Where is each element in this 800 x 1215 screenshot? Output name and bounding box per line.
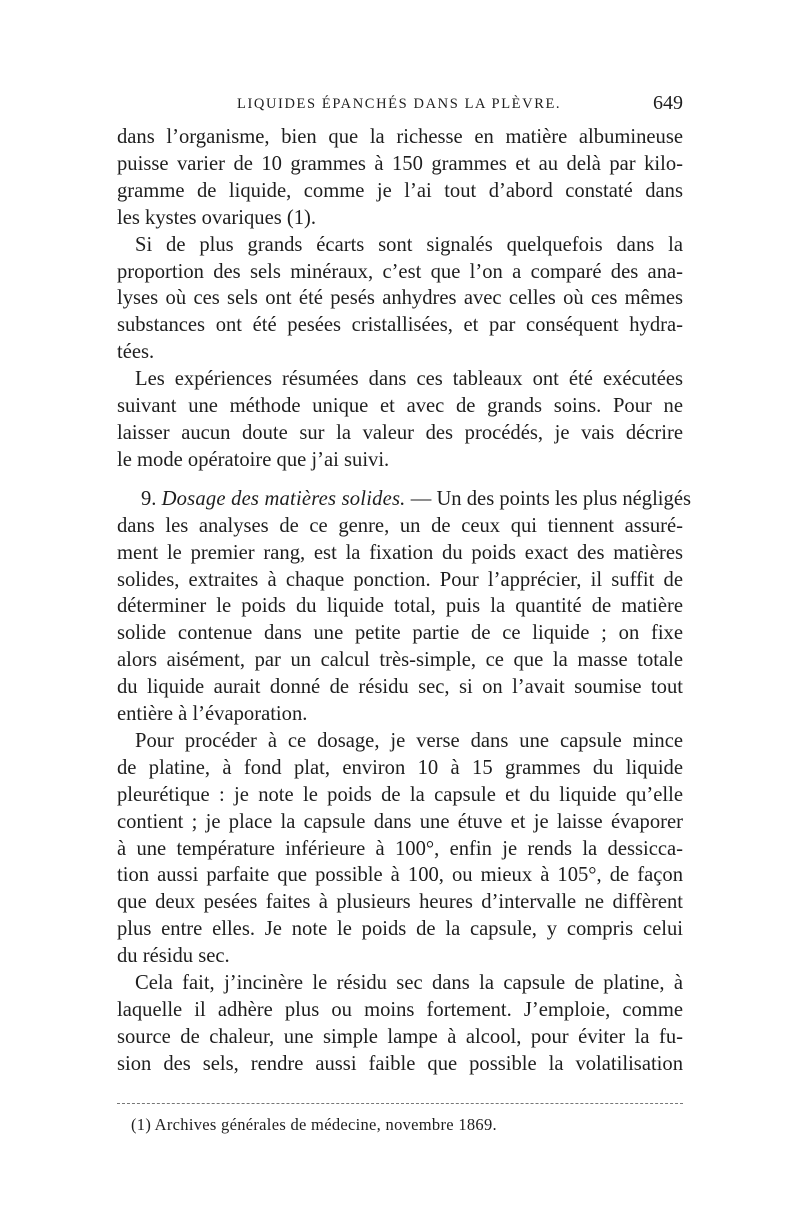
text-line: du résidu sec. bbox=[117, 945, 230, 968]
text-line: le mode opératoire que j’ai suivi. bbox=[117, 448, 390, 471]
footnote: (1) Archives générales de médecine, novembre 1869. bbox=[131, 1115, 497, 1134]
text-line: tion aussi parfaite que possible à 100, ou mieux à 105°, de façon bbox=[117, 864, 683, 887]
text-line: les kystes ovariques (1). bbox=[117, 206, 317, 229]
text-line: entière à l’évaporation. bbox=[117, 703, 308, 726]
text-line: solides, extraites à chaque ponction. Pour l’apprécier, il suffit de bbox=[117, 568, 683, 591]
running-title: LIQUIDES ÉPANCHÉS DANS LA PLÈVRE. bbox=[237, 96, 562, 112]
text-line: dans les analyses de ce genre, un de ceux qui tiennent assuré- bbox=[117, 514, 683, 537]
text-line: lyses où ces sels ont été pesés anhydres avec celles où ces mêmes bbox=[117, 287, 683, 310]
text-line: proportion des sels minéraux, c’est que l’on a comparé des ana- bbox=[117, 260, 683, 283]
section-number: 9. bbox=[141, 487, 157, 510]
text-line: du liquide aurait donné de résidu sec, si on l’avait soumise tout bbox=[117, 676, 683, 699]
text-line: source de chaleur, une simple lampe à alcool, pour éviter la fu- bbox=[117, 1025, 683, 1048]
text-line: déterminer le poids du liquide total, puis la quantité de matière bbox=[117, 595, 683, 618]
text-line: dans l’organisme, bien que la richesse en matière albumineuse bbox=[117, 126, 683, 148]
text-line: Cela fait, j’incinère le résidu sec dans la capsule de platine, à bbox=[135, 972, 683, 995]
text-line: laquelle il adhère plus ou moins fortement. J’emploie, comme bbox=[117, 999, 683, 1021]
text-line: Un des points les plus négligés bbox=[436, 487, 691, 510]
book-page bbox=[117, 90, 691, 1134]
text-line: plus entre elles. Je note le poids de la capsule, y compris celui bbox=[117, 918, 683, 941]
text-line: de platine, à fond plat, environ 10 à 15 grammes du liquide bbox=[117, 756, 683, 779]
body-text bbox=[117, 124, 691, 1078]
text-line: solide contenue dans une petite partie de ce liquide ; on fixe bbox=[117, 622, 683, 645]
section-title: Dosage des matières solides. bbox=[161, 487, 406, 510]
footnote-separator bbox=[117, 1103, 683, 1104]
text-line: Pour procéder à ce dosage, je verse dans une capsule mince bbox=[135, 729, 683, 752]
text-line: gramme de liquide, comme je l’ai tout d’abord constaté dans bbox=[117, 179, 683, 202]
section-heading-line bbox=[117, 486, 691, 513]
text-line: Si de plus grands écarts sont signalés quelquefois dans la bbox=[135, 233, 683, 256]
page-header bbox=[117, 90, 683, 124]
text-line: sion des sels, rendre aussi faible que possible la volatilisation bbox=[117, 1052, 683, 1075]
text-line: substances ont été pesées cristallisées, et par conséquent hydra- bbox=[117, 314, 683, 337]
text-line: pleurétique : je note le poids de la capsule et du liquide qu’elle bbox=[117, 783, 683, 806]
text-line: puisse varier de 10 grammes à 150 grammes et au delà par kilo- bbox=[117, 152, 683, 175]
text-line: ment le premier rang, est la fixation du poids exact des matières bbox=[117, 541, 683, 564]
text-line: que deux pesées faites à plusieurs heures d’intervalle ne diffèrent bbox=[117, 891, 683, 914]
text-line: à une température inférieure à 100°, enfin je rends la dessicca- bbox=[117, 837, 683, 860]
page-number: 649 bbox=[653, 92, 683, 114]
em-dash: — bbox=[405, 487, 437, 510]
text-line: contient ; je place la capsule dans une étuve et je laisse évaporer bbox=[117, 810, 683, 833]
text-line: laisser aucun doute sur la valeur des procédés, je vais décrire bbox=[117, 421, 683, 444]
text-line: suivant une méthode unique et avec de grands soins. Pour ne bbox=[117, 395, 683, 418]
text-line: alors aisément, par un calcul très-simple, ce que la masse totale bbox=[117, 649, 683, 672]
text-line: Les expériences résumées dans ces tableaux ont été exécutées bbox=[135, 368, 683, 391]
text-line: tées. bbox=[117, 341, 155, 364]
